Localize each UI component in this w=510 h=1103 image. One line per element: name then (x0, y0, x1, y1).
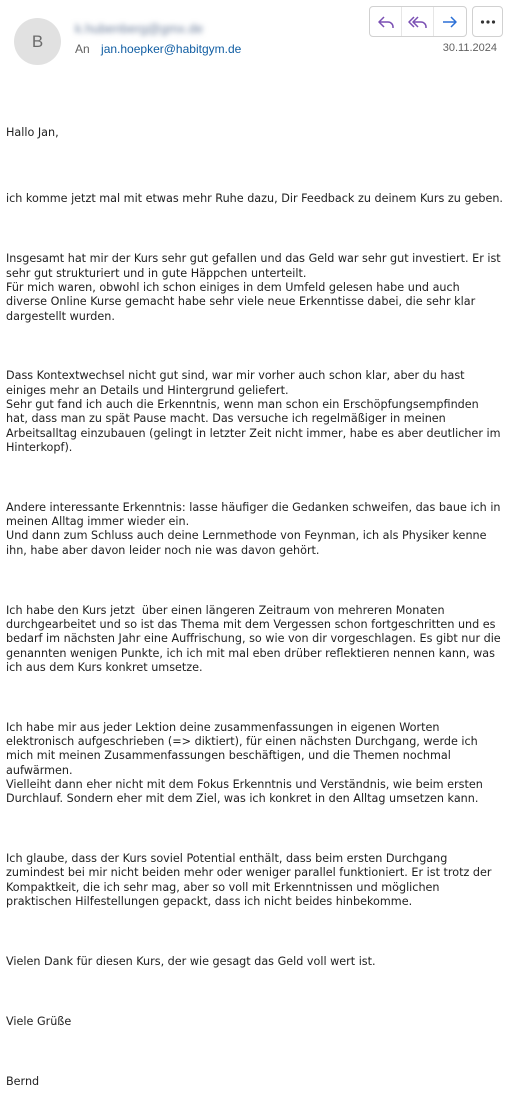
body-paragraph: Vielen Dank für diesen Kurs, der wie gesagt das Geld voll wert ist. (6, 954, 376, 968)
to-label: An (75, 42, 90, 56)
sender-avatar[interactable]: B (14, 18, 61, 65)
body-paragraph: Ich habe den Kurs jetzt über einen längeren Zeitraum von mehreren Monaten durchgearbeitet und so ist das Thema mit dem Vergessen schon fortgeschritten und es bedarf im nächsten Jahr eine Auffrischung, so wie von dir vorgeschlagen. Es gibt nur die genannten wenigen Punkte, ich ich mit mal eben drüber reflektieren nennen kann, was ich aus dem Kurs konkret umsetze. (6, 603, 505, 674)
reply-button[interactable] (370, 7, 402, 36)
message-date: 30.11.2024 (442, 42, 497, 54)
body-paragraph: Ich habe mir aus jeder Lektion deine zusammenfassungen in eigenen Worten elektronisch aufgeschrieben (=> diktiert), für einen nächsten Durchgang, werde ich mich mit meinen Zusammenfassungen beschäftigen, und die Themen nochmal aufwärmen. Vielleiht dann eher nicht mit dem Fokus Erkenntnis und Verständnis, wie beim ersten Durchlauf. Sondern eher mit dem Ziel, was ich konkret in den Alltag umsetzen kann. (6, 720, 483, 806)
more-actions-button[interactable] (472, 6, 503, 37)
body-paragraph: Dass Kontextwechsel nicht gut sind, war mir vorher auch schon klar, aber du hast einiges mehr an Details und Hintergrund geliefert. Sehr gut fand ich auch die Erkenntnis, wenn man schon ein Erschöpfungsempfinden hat, dass man zu spät Pause macht. Das versuche ich regelmäßiger in meinen Arbeitsalltag einzubauen (gelingt in letzter Zeit nicht immer, habe es aber deutlicher im Hinterkopf). (6, 369, 501, 454)
body-paragraph: Insgesamt hat mir der Kurs sehr gut gefallen und das Geld war sehr gut investiert. Er ist sehr gut strukturiert und in gute Häppchen unterteilt. Für mich waren, obwohl ich schon einiges in dem Umfeld gelesen habe und auch diverse Online Kurse gemacht habe sehr viele neue Erkenntisse dabei, die sehr klar dargestellt wurden. (6, 252, 501, 323)
forward-button[interactable] (434, 7, 466, 36)
body-signature: Bernd (6, 1074, 40, 1088)
reply-all-button[interactable] (402, 7, 434, 36)
message-header (0, 0, 510, 80)
body-paragraph: Ich glaube, dass der Kurs soviel Potential enthält, dass beim ersten Durchgang zumindest bei mir nicht beiden mehr oder weniger parallel funktioniert. Er ist trotz der Kompaktkeit, die ich sehr mag, aber so voll mit Erkenntnissen und möglichen praktischen Hilfestellungen gepackt, dass ich nicht beides hinbekomme. (6, 852, 496, 908)
body-closing: Viele Grüße (6, 1014, 72, 1028)
reply-all-icon (408, 14, 428, 30)
forward-icon (441, 14, 459, 30)
body-paragraph: ich komme jetzt mal mit etwas mehr Ruhe dazu, Dir Feedback zu deinem Kurs zu geben. (6, 192, 503, 206)
body-greeting: Hallo Jan, (6, 125, 59, 139)
message-body (6, 97, 504, 1103)
body-paragraph: Andere interessante Erkenntnis: lasse häufiger die Gedanken schweifen, das baue ich in meinen Alltag immer wieder ein. Und dann zum Schluss auch deine Lernmethode von Feynman, ich als Physiker kenne ihn, habe aber davon leider noch nie was davon gehört. (6, 500, 501, 557)
recipient-address[interactable]: jan.hoepker@habitgym.de (101, 42, 242, 56)
more-icon (480, 19, 496, 25)
recipient-row (75, 42, 241, 56)
reply-icon (377, 14, 395, 30)
sender-address[interactable]: k.hubenberg@gmx.de (75, 21, 204, 36)
message-actions (369, 6, 467, 37)
